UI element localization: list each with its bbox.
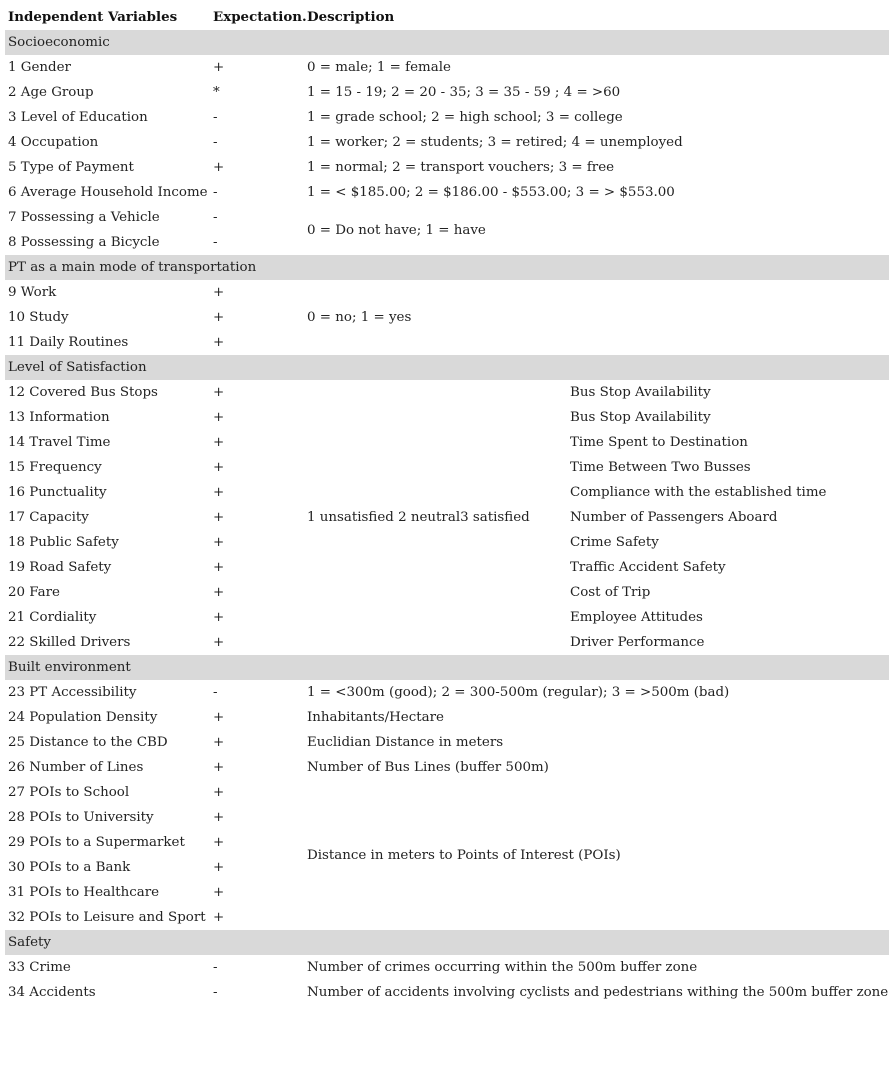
variable-name: 20 Fare [8, 585, 60, 600]
table-row [5, 980, 889, 1005]
table-row [5, 180, 889, 205]
section-row [5, 655, 889, 680]
section-row [5, 30, 889, 55]
expectation-sign: + [213, 910, 225, 925]
table-row [5, 105, 889, 130]
expectation-sign: - [213, 210, 218, 225]
table-row [5, 555, 889, 580]
variable-name: 6 Average Household Income [8, 185, 208, 200]
merged-description: 1 unsatisfied 2 neutral3 satisfied [307, 510, 530, 525]
variable-description: Number of accidents involving cyclists and pedestrians withing the 500m buffer zone [307, 985, 889, 1000]
expectation-sign: + [213, 610, 225, 625]
section-title: PT as a main mode of transportation [8, 260, 257, 275]
table-row [5, 330, 889, 355]
table-row [5, 480, 889, 505]
expectation-sign: + [213, 460, 225, 475]
table-row [5, 455, 889, 480]
variable-description: 1 = grade school; 2 = high school; 3 = college [307, 110, 623, 125]
variable-name: 4 Occupation [8, 135, 99, 150]
variable-description: Euclidian Distance in meters [307, 735, 504, 750]
expectation-sign: - [213, 985, 218, 1000]
variable-name: 14 Travel Time [8, 435, 111, 450]
expectation-sign: + [213, 760, 225, 775]
table-row [5, 130, 889, 155]
expectation-sign: - [213, 110, 218, 125]
expectation-sign: + [213, 385, 225, 400]
variable-name: 22 Skilled Drivers [8, 635, 131, 650]
section-row [5, 255, 889, 280]
merged-description: 0 = no; 1 = yes [307, 310, 412, 325]
variable-name: 23 PT Accessibility [8, 685, 137, 700]
table-row [5, 955, 889, 980]
variable-description: 1 = < $185.00; 2 = $186.00 - $553.00; 3 = > $553.00 [307, 185, 675, 200]
section-title: Socioeconomic [8, 35, 110, 50]
satisfaction-detail: Bus Stop Availability [570, 410, 711, 425]
variable-name: 16 Punctuality [8, 485, 107, 500]
merged-description: 0 = Do not have; 1 = have [307, 222, 486, 238]
variable-name: 17 Capacity [8, 510, 89, 525]
variable-name: 21 Cordiality [8, 610, 97, 625]
table-header-row [5, 5, 889, 30]
header-variables: Independent Variables [8, 9, 178, 25]
variable-description: Inhabitants/Hectare [307, 710, 444, 725]
satisfaction-detail: Bus Stop Availability [570, 385, 711, 400]
variable-name: 32 POIs to Leisure and Sport [8, 910, 206, 925]
variable-description: 0 = male; 1 = female [307, 60, 451, 75]
table-row [5, 305, 889, 330]
section-title: Level of Satisfaction [8, 360, 147, 375]
satisfaction-detail: Traffic Accident Safety [570, 560, 726, 575]
variable-name: 8 Possessing a Bicycle [8, 235, 160, 250]
expectation-sign: + [213, 160, 225, 175]
table-row [5, 530, 889, 555]
expectation-sign: - [213, 235, 218, 250]
expectation-sign: + [213, 60, 225, 75]
variable-name: 29 POIs to a Supermarket [8, 835, 185, 850]
variable-name: 19 Road Safety [8, 560, 112, 575]
variable-name: 34 Accidents [8, 985, 96, 1000]
table-row [5, 430, 889, 455]
expectation-sign: + [213, 410, 225, 425]
variable-description: 1 = 15 - 19; 2 = 20 - 35; 3 = 35 - 59 ; 4 = >60 [307, 85, 621, 100]
variable-name: 18 Public Safety [8, 535, 119, 550]
variable-name: 15 Frequency [8, 460, 102, 475]
variable-name: 1 Gender [8, 60, 71, 75]
table-row [5, 80, 889, 105]
table-row [5, 755, 889, 780]
variable-description: 1 = <300m (good); 2 = 300-500m (regular); 3 = >500m (bad) [307, 685, 730, 700]
expectation-sign: + [213, 735, 225, 750]
table-row [5, 780, 889, 805]
expectation-sign: + [213, 535, 225, 550]
expectation-sign: - [213, 185, 218, 200]
expectation-sign: + [213, 335, 225, 350]
header-expectation: Expectation. [213, 9, 307, 25]
expectation-sign: + [213, 510, 225, 525]
variable-description: Number of Bus Lines (buffer 500m) [307, 760, 549, 775]
variable-name: 12 Covered Bus Stops [8, 385, 158, 400]
table-row [5, 605, 889, 630]
section-title: Safety [8, 935, 51, 950]
variable-name: 33 Crime [8, 960, 71, 975]
expectation-sign: + [213, 585, 225, 600]
variable-name: 13 Information [8, 410, 110, 425]
variable-name: 28 POIs to University [8, 810, 154, 825]
section-row [5, 930, 889, 955]
table-row [5, 705, 889, 730]
table-row [5, 880, 889, 905]
table-row [5, 380, 889, 405]
expectation-sign: * [213, 85, 220, 100]
expectation-sign: + [213, 835, 225, 850]
variable-name: 5 Type of Payment [8, 160, 134, 175]
variable-description: 1 = worker; 2 = students; 3 = retired; 4 = unemployed [307, 135, 683, 150]
variable-name: 11 Daily Routines [8, 335, 129, 350]
variable-name: 2 Age Group [8, 85, 94, 100]
satisfaction-detail: Number of Passengers Aboard [570, 510, 778, 525]
expectation-sign: + [213, 860, 225, 875]
merged-description: Distance in meters to Points of Interest (POIs) [307, 847, 621, 863]
satisfaction-detail: Cost of Trip [570, 585, 651, 600]
expectation-sign: + [213, 885, 225, 900]
table-row [5, 630, 889, 655]
variable-name: 26 Number of Lines [8, 760, 144, 775]
variable-name: 7 Possessing a Vehicle [8, 210, 160, 225]
expectation-sign: + [213, 785, 225, 800]
variable-name: 31 POIs to Healthcare [8, 885, 160, 900]
expectation-sign: + [213, 635, 225, 650]
variable-description: 1 = normal; 2 = transport vouchers; 3 = free [307, 160, 615, 175]
expectation-sign: + [213, 485, 225, 500]
expectation-sign: + [213, 560, 225, 575]
expectation-sign: + [213, 310, 225, 325]
expectation-sign: + [213, 285, 225, 300]
section-title: Built environment [8, 660, 131, 675]
expectation-sign: - [213, 685, 218, 700]
table-row [5, 405, 889, 430]
table-row [5, 55, 889, 80]
variable-name: 9 Work [8, 285, 57, 300]
variable-name: 10 Study [8, 310, 69, 325]
expectation-sign: - [213, 960, 218, 975]
satisfaction-detail: Crime Safety [570, 535, 659, 550]
table-row [5, 155, 889, 180]
table-row [5, 680, 889, 705]
variable-name: 25 Distance to the CBD [8, 735, 168, 750]
satisfaction-detail: Time Spent to Destination [570, 435, 748, 450]
satisfaction-detail: Driver Performance [570, 635, 705, 650]
expectation-sign: + [213, 810, 225, 825]
variable-name: 27 POIs to School [8, 785, 130, 800]
expectation-sign: + [213, 435, 225, 450]
expectation-sign: + [213, 710, 225, 725]
satisfaction-detail: Employee Attitudes [570, 610, 703, 625]
table-row [5, 730, 889, 755]
satisfaction-detail: Time Between Two Busses [570, 460, 751, 475]
table-row [5, 280, 889, 305]
header-description: Description [307, 9, 395, 25]
satisfaction-detail: Compliance with the established time [570, 485, 827, 500]
variable-description: Number of crimes occurring within the 500m buffer zone [307, 960, 698, 975]
table-row [5, 905, 889, 930]
section-row [5, 355, 889, 380]
expectation-sign: - [213, 135, 218, 150]
table-row [5, 580, 889, 605]
variable-name: 3 Level of Education [8, 110, 148, 125]
variable-name: 24 Population Density [8, 710, 158, 725]
table-row [5, 805, 889, 830]
variable-name: 30 POIs to a Bank [8, 860, 131, 875]
